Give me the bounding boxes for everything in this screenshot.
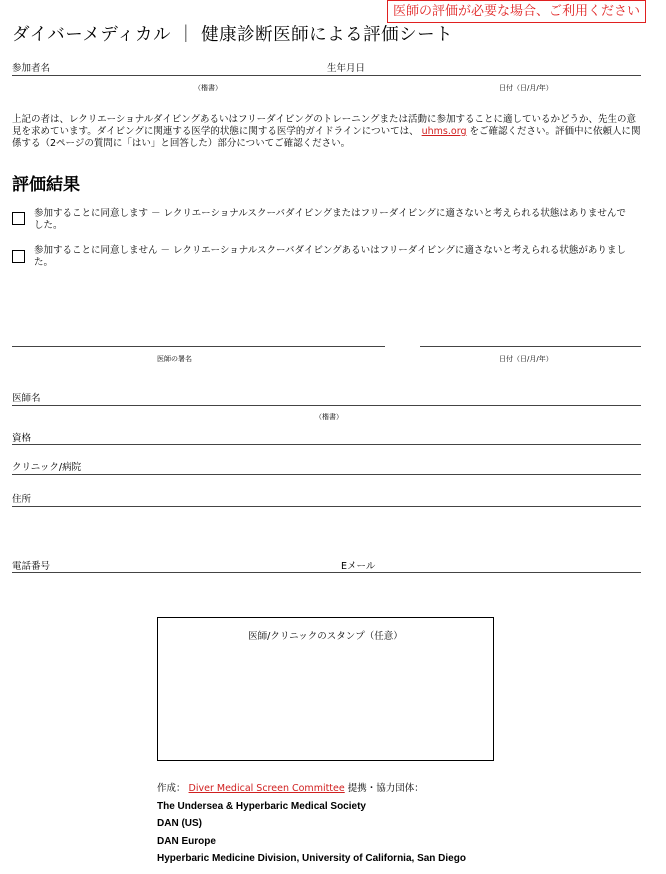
participant-line[interactable]: [12, 75, 641, 76]
signature-line[interactable]: [12, 346, 385, 347]
dob-date-note: 日付（日/月/年）: [499, 84, 553, 92]
physician-name-label: 医師名: [12, 393, 41, 404]
uhms-link[interactable]: uhms.org: [421, 126, 467, 137]
stamp-label: 医師/クリニックのスタンプ（任意）: [248, 631, 403, 642]
committee-link[interactable]: Diver Medical Screen Committee: [188, 783, 345, 794]
org-uhms: The Undersea & Hyperbaric Medical Society: [157, 800, 366, 812]
credits: [157, 780, 466, 868]
evaluation-heading: 評価結果: [12, 175, 80, 195]
created-by-label: 作成：: [157, 783, 186, 794]
org-ucsd: Hyperbaric Medicine Division, University of California, San Diego: [157, 853, 466, 864]
disagree-option-text: 参加することに同意しません － レクリエーショナルスクーバダイビングあるいはフリーダイビングに適さないと考えられる状態がありました。: [34, 245, 626, 268]
signature-date-line[interactable]: [420, 346, 641, 347]
contact-line[interactable]: [12, 572, 641, 573]
email-label: Eメール: [341, 561, 376, 572]
address-line[interactable]: [12, 506, 641, 507]
address-label: 住所: [12, 494, 32, 505]
agree-checkbox[interactable]: [12, 212, 25, 225]
clinic-label: クリニック/病院: [12, 462, 82, 473]
dob-label: 生年月日: [327, 63, 366, 74]
org-dan-us: DAN (US): [157, 818, 202, 829]
participant-name-label: 参加者名: [12, 63, 51, 74]
phone-label: 電話番号: [12, 561, 51, 572]
credentials-line[interactable]: [12, 444, 641, 445]
stamp-box[interactable]: [157, 617, 494, 761]
clinic-line[interactable]: [12, 474, 641, 475]
disagree-checkbox[interactable]: [12, 250, 25, 263]
signature-label: 医師の署名: [157, 355, 192, 363]
intro-text-after: をご確認ください。評価中に依頼人に関係する（2ページの質問に「はい」と回答した）部分についてご確認ください。: [12, 126, 641, 149]
participant-print-note: （楷書）: [194, 84, 222, 92]
intro-text-before: 上記の者は、レクリエーショナルダイビングあるいはフリーダイビングのトレーニングまたは活動に参加することに適しているかどうか、先生の意見を求めています。ダイビングに関連する医学的状態に関する医学的ガイドラインについては、: [12, 114, 637, 137]
partners-label: 提携・協力団体：: [347, 783, 424, 794]
physician-print-note: （楷書）: [315, 413, 343, 421]
credentials-label: 資格: [12, 433, 32, 444]
signature-date-label: 日付（日/月/年）: [499, 355, 553, 363]
org-dan-europe: DAN Europe: [157, 835, 216, 847]
intro-paragraph: [12, 114, 642, 150]
agree-option-text: 参加することに同意します － レクリエーショナルスクーバダイビングまたはフリーダイビングに適さないと考えられる状態はありませんでした。: [34, 208, 626, 231]
page-title: ダイバーメディカル ｜ 健康診断医師による評価シート: [12, 25, 454, 45]
credits-line: [157, 780, 466, 798]
physician-name-line[interactable]: [12, 405, 641, 406]
usage-banner: 医師の評価が必要な場合、ご利用ください: [387, 0, 646, 23]
